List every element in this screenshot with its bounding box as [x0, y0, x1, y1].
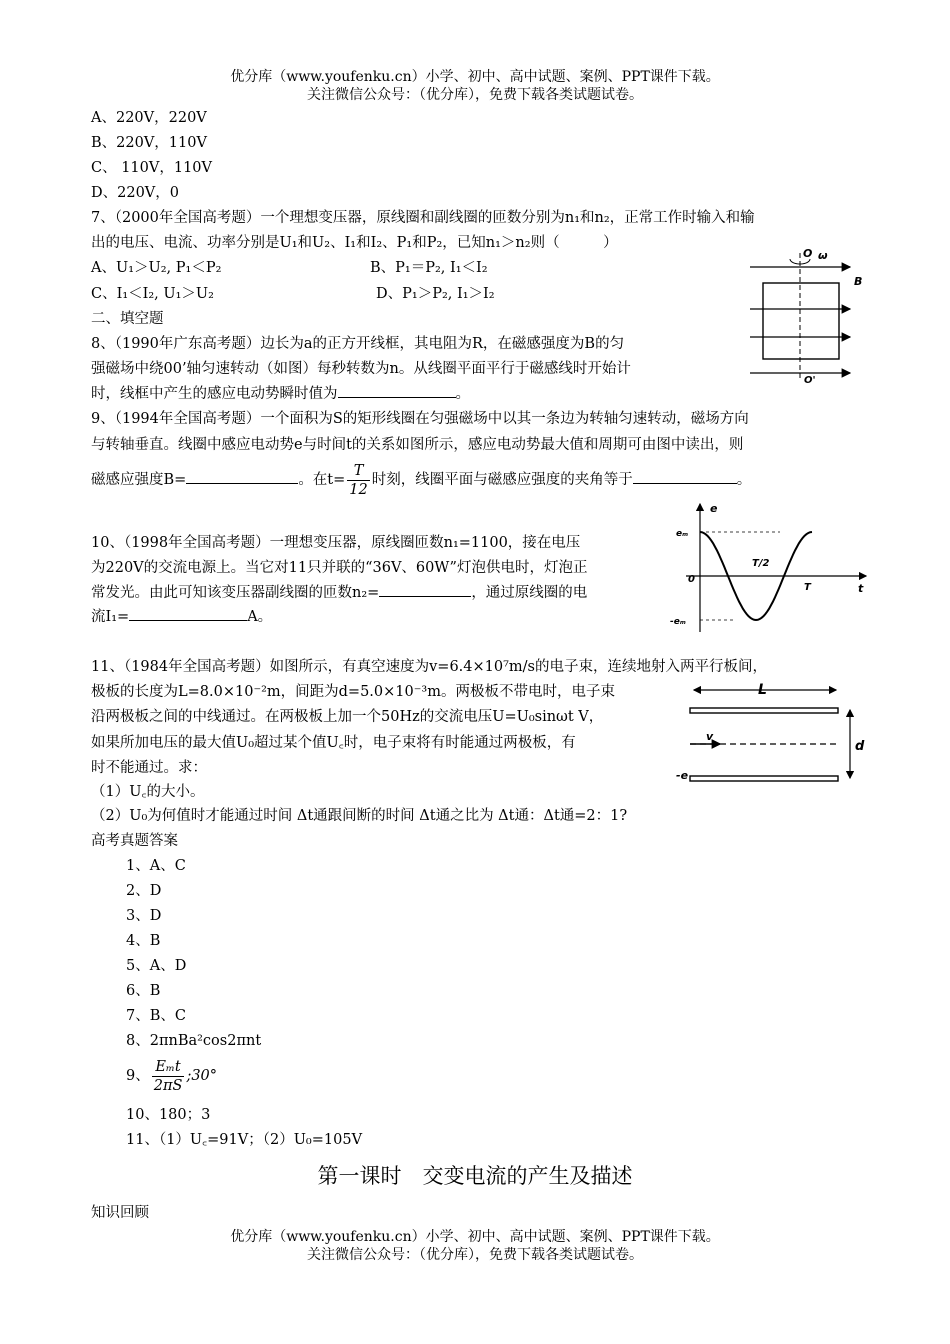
- answer-10: 10、180；3: [126, 1107, 211, 1123]
- label-b: B: [854, 275, 863, 288]
- q10-line-3b: ，通过原线圈的电: [471, 585, 588, 601]
- label-omega: ω: [818, 249, 828, 262]
- section-fill-in-title: 二、填空题: [91, 311, 164, 327]
- q9-line-1: 9、（1994年全国高考题）一个面积为S的矩形线圈在匀强磁场中以其一条边为转轴匀速转动，磁场方向: [91, 411, 749, 427]
- answer-5: 5、A、D: [126, 958, 187, 974]
- label-v: v: [706, 730, 714, 743]
- q9-frac-den: 12: [349, 481, 368, 498]
- q7-option-c: C、I₁＜I₂, U₁＞U₂: [91, 286, 214, 302]
- answer-7: 7、B、C: [126, 1008, 186, 1024]
- answer-9: [126, 1056, 217, 1096]
- answer-6: 6、B: [126, 983, 161, 999]
- answer-9-den: 2πS: [153, 1077, 183, 1094]
- footer-line-1: 优分库（www.youfenku.cn）小学、初中、高中试题、案例、PPT课件下载。: [230, 1229, 720, 1245]
- label-t-half: T/2: [752, 558, 770, 569]
- answer-11: 11、（1）U꜀=91V；（2）U₀=105V: [126, 1132, 363, 1148]
- q10-blank-i1[interactable]: [129, 606, 247, 621]
- label-t-axis: t: [858, 582, 864, 595]
- lower-plate: [690, 776, 838, 781]
- upper-plate: [690, 708, 838, 713]
- q9-fraction: [347, 462, 369, 499]
- knowledge-review: 知识回顾: [91, 1205, 149, 1221]
- q9-blank-b[interactable]: [186, 469, 298, 484]
- q9-line-3c: 时刻，线圈平面与磁感应强度的夹角等于: [371, 472, 633, 488]
- q8-line-2: 强磁场中绕00’轴匀速转动（如图）每秒转数为n。从线圈平面平行于磁感线时开始计: [91, 361, 631, 377]
- q10-line-4b: A。: [247, 609, 273, 625]
- q8-line-3: [91, 382, 470, 406]
- option-c: C、 110V，110V: [91, 160, 212, 176]
- option-b: B、220V，110V: [91, 135, 207, 151]
- q11-line-4: 如果所加电压的最大值U₀超过某个值U꜀时，电子束将有时能通过两极板，有: [91, 735, 576, 751]
- q11-line-5: 时不能通过。求：: [91, 760, 207, 776]
- answer-2: 2、D: [126, 883, 162, 899]
- q11-line-3: 沿两极板之间的中线通过。在两极板上加一个50Hz的交流电压U=U₀sinωt V，: [91, 709, 604, 725]
- answer-4: 4、B: [126, 933, 161, 949]
- label-o-prime: O': [804, 375, 816, 385]
- label-t-period: T: [804, 582, 811, 593]
- answer-3: 3、D: [126, 908, 162, 924]
- q7-line-2: 出的电压、电流、功率分别是U₁和U₂、I₁和I₂、P₁和P₂，已知n₁＞n₂则（ ）: [91, 235, 618, 251]
- section-title: 第一课时 交变电流的产生及描述: [317, 1164, 633, 1188]
- q11-sub-2: （2）U₀为何值时才能通过时间 Δt通跟间断的时间 Δt通之比为 Δt通：Δt通=2：1?: [91, 808, 628, 824]
- q7-option-d: D、P₁＞P₂, I₁＞I₂: [376, 286, 495, 302]
- answers-title: 高考真题答案: [91, 833, 178, 849]
- q10-line-3: [91, 581, 587, 605]
- q10-line-1: 10、（1998年全国高考题）一理想变压器，原线圈匝数n₁=1100，接在电压: [91, 535, 581, 551]
- label-neg-em: -eₘ: [670, 617, 686, 627]
- header-line-1: 优分库（www.youfenku.cn）小学、初中、高中试题、案例、PPT课件下载。: [230, 69, 720, 85]
- q8-line-3a: 时，线框中产生的感应电动势瞬时值为: [91, 386, 338, 402]
- q11-sub-1: （1）U꜀的大小。: [91, 784, 205, 800]
- q8-line-1: 8、（1990年广东高考题）边长为a的正方开线框，其电阻为R，在磁感强度为B的匀: [91, 336, 625, 352]
- q9-frac-num: T: [347, 462, 369, 481]
- q11-line-2: 极板的长度为L=8.0×10⁻²m，间距为d=5.0×10⁻³m。两极板不带电时，电子束: [91, 684, 615, 700]
- q11-plates-figure: [676, 678, 872, 790]
- answer-9-suffix: ;30°: [186, 1068, 218, 1084]
- square-coil: [763, 283, 839, 359]
- q8-answer-blank[interactable]: [338, 383, 456, 398]
- q9-line-3d: 。: [736, 472, 752, 488]
- label-e: e: [710, 502, 718, 515]
- answer-9-num: Eₘt: [152, 1058, 185, 1077]
- q11-line-1: 11、（1984年全国高考题）如图所示，有真空速度为v=6.4×10⁷m/s的电子束，连续地射入两平行板间，: [91, 659, 767, 675]
- answer-8: 8、2πnBa²cos2πnt: [126, 1033, 262, 1049]
- option-d: D、220V，0: [91, 185, 179, 201]
- q10-line-4: [91, 605, 272, 629]
- answer-1: 1、A、C: [126, 858, 186, 874]
- q8-line-3b: 。: [455, 386, 470, 402]
- q8-coil-figure: [748, 245, 868, 385]
- label-o: O: [803, 247, 813, 260]
- q9-line-2: 与转轴垂直。线圈中感应电动势e与时间t的关系如图所示，感应电动势最大值和周期可由图中读出，则: [91, 437, 744, 453]
- label-em: eₘ: [676, 529, 689, 539]
- q9-line-3a: 磁感应强度B=: [91, 472, 187, 488]
- q10-line-4a: 流I₁=: [91, 609, 130, 625]
- q9-line-3b: 。在t=: [298, 472, 346, 488]
- q7-line-1: 7、（2000年全国高考题）一个理想变压器，原线圈和副线圈的匝数分别为n₁和n₂，正常工作时输入和输: [91, 210, 755, 226]
- q10-line-2: 为220V的交流电源上。当它对11只并联的“36V、60W”灯泡供电时，灯泡正: [91, 560, 588, 576]
- label-electron: -e: [676, 769, 689, 782]
- footer-line-2: 关注微信公众号：（优分库），免费下载各类试题试卷。: [307, 1247, 643, 1263]
- q9-emf-graph: [666, 500, 872, 638]
- label-zero: 0: [688, 574, 695, 585]
- label-d: d: [855, 739, 865, 754]
- header-line-2: 关注微信公众号：（优分库），免费下载各类试题试卷。: [307, 87, 643, 103]
- q10-blank-n2[interactable]: [379, 582, 471, 597]
- option-a: A、220V，220V: [91, 110, 207, 126]
- q9-blank-angle[interactable]: [633, 469, 737, 484]
- answer-9-fraction: [152, 1058, 185, 1095]
- q9-line-3: [91, 460, 751, 500]
- q10-line-3a: 常发光。由此可知该变压器副线圈的匝数n₂=: [91, 585, 380, 601]
- label-l: L: [758, 682, 767, 698]
- q7-option-a: A、U₁＞U₂, P₁＜P₂: [91, 260, 222, 276]
- q7-option-b: B、P₁＝P₂, I₁＜I₂: [370, 260, 488, 276]
- answer-9-prefix: 9、: [126, 1068, 150, 1084]
